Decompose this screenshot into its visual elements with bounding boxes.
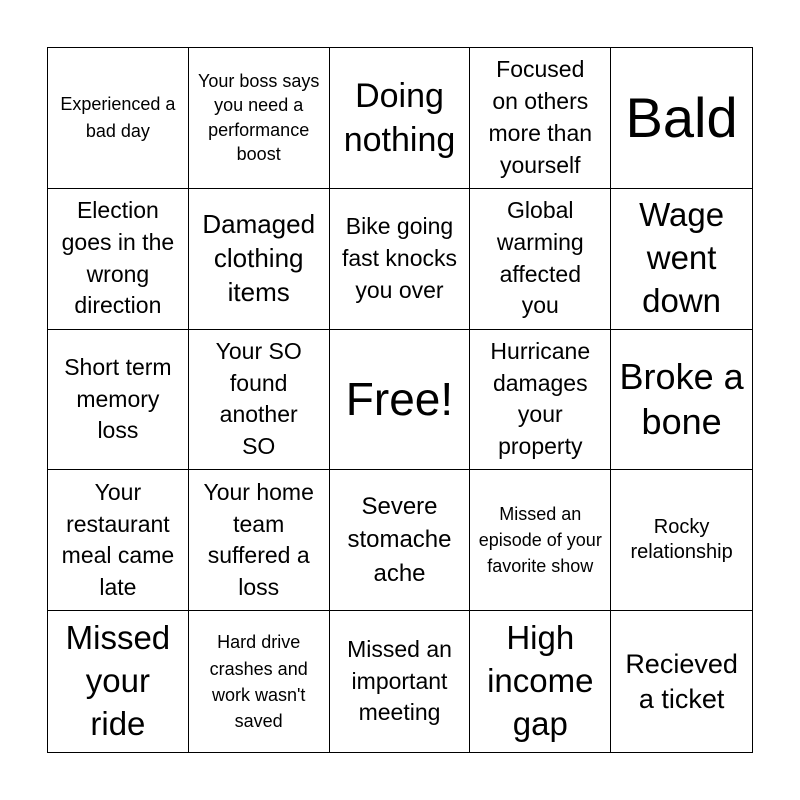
bingo-cell-5-1[interactable]: Missed your ride [48, 611, 189, 752]
bingo-cell-2-1[interactable]: Election goes in the wrong direction [48, 189, 189, 330]
bingo-cell-3-1[interactable]: Short term memory loss [48, 330, 189, 471]
bingo-cell-3-3-free[interactable]: Free! [330, 330, 471, 471]
bingo-cell-5-3[interactable]: Missed an important meeting [330, 611, 471, 752]
bingo-cell-2-5[interactable]: Wage went down [611, 189, 752, 330]
bingo-cell-4-3[interactable]: Severe stomache ache [330, 470, 471, 611]
bingo-cell-2-4[interactable]: Global warming affected you [470, 189, 611, 330]
bingo-cell-3-5[interactable]: Broke a bone [611, 330, 752, 471]
bingo-cell-2-3[interactable]: Bike going fast knocks you over [330, 189, 471, 330]
bingo-cell-1-4[interactable]: Focused on others more than yourself [470, 48, 611, 189]
bingo-cell-2-2[interactable]: Damaged clothing items [189, 189, 330, 330]
bingo-cell-4-2[interactable]: Your home team suffered a loss [189, 470, 330, 611]
bingo-cell-4-4[interactable]: Missed an episode of your favorite show [470, 470, 611, 611]
bingo-cell-1-3[interactable]: Doing nothing [330, 48, 471, 189]
bingo-cell-5-2[interactable]: Hard drive crashes and work wasn't saved [189, 611, 330, 752]
bingo-cell-5-4[interactable]: High income gap [470, 611, 611, 752]
bingo-cell-1-1[interactable]: Experienced a bad day [48, 48, 189, 189]
bingo-cell-3-2[interactable]: Your SO found another SO [189, 330, 330, 471]
bingo-board [47, 47, 753, 753]
bingo-cell-4-1[interactable]: Your restaurant meal came late [48, 470, 189, 611]
bingo-cell-1-2[interactable]: Your boss says you need a performance boost [189, 48, 330, 189]
bingo-cell-4-5[interactable]: Rocky relationship [611, 470, 752, 611]
bingo-cell-3-4[interactable]: Hurricane damages your property [470, 330, 611, 471]
bingo-cell-5-5[interactable]: Recieved a ticket [625, 648, 738, 714]
bingo-cell-1-5[interactable]: Bald [611, 48, 752, 189]
